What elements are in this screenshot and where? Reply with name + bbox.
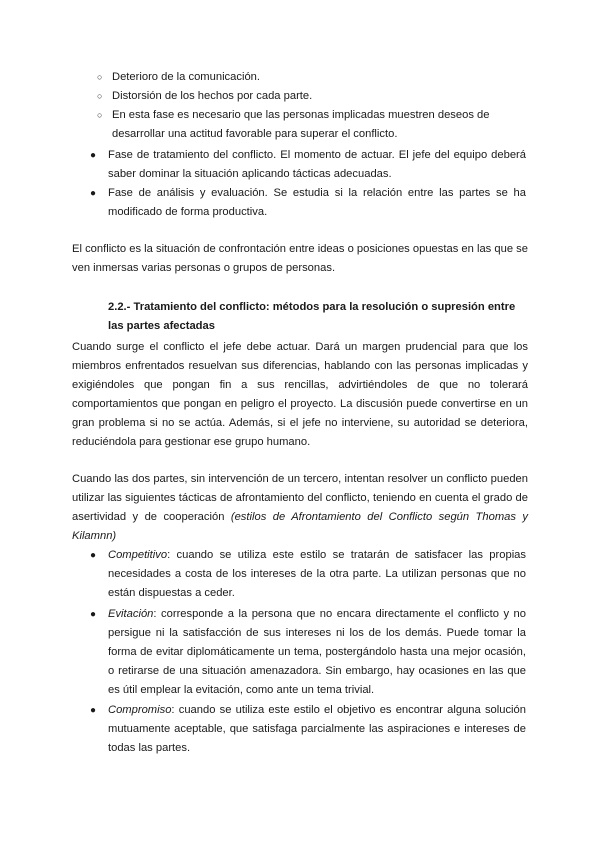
bullet-icon: ● xyxy=(90,188,97,199)
section-heading: 2.2.- Tratamiento del conflicto: métodos para la resolución o supresión entre las partes afectadas xyxy=(108,301,516,332)
style-term: Competitivo xyxy=(108,549,168,561)
sublist-item xyxy=(97,87,532,106)
tactics-reference: (estilos de Afrontamiento del Conflicto según Thomas y Kilamnn) xyxy=(72,511,528,542)
list-item-text: Fase de análisis y evaluación. Se estudia si la relación entre las partes se ha modificado de forma productiva. xyxy=(108,187,526,218)
definition-paragraph: El conflicto es la situación de confrontación entre ideas o posiciones opuestas en las que se ven inmersas varias personas o grupos de personas. xyxy=(72,243,528,274)
bullet-icon: ● xyxy=(90,550,97,561)
style-item xyxy=(90,701,526,758)
list-item-text: Fase de tratamiento del conflicto. El momento de actuar. El jefe del equipo deberá saber dominar la situación aplicando tácticas adecuadas. xyxy=(108,149,526,180)
style-separator: : xyxy=(167,549,171,561)
style-description: cuando se utiliza este estilo se tratarán de satisfacer las propias necesidades a costa de los intereses de la otra parte. La utilizan personas que no están dispuestas a ceder. xyxy=(108,549,526,599)
bullet-icon: ● xyxy=(90,609,97,620)
style-term: Evitación xyxy=(108,608,154,620)
style-item xyxy=(90,605,526,700)
style-description: corresponde a la persona que no encara directamente el conflicto y no persigue ni la satisfacción de sus intereses ni los de los demás. Puede tomar la forma de evitar diplomáticamente un tema, postergándolo hasta una mejor ocasión, o retirarse de una situación amenazadora. Sin embargo, hay ocasiones en las que es útil emplear la evitación, como ante un tema trivial. xyxy=(108,608,526,696)
tactics-paragraph xyxy=(72,470,528,546)
style-item xyxy=(90,546,526,603)
list-item xyxy=(90,146,526,184)
sublist-item-text: Distorsión de los hechos por cada parte. xyxy=(112,90,313,102)
style-separator: : xyxy=(153,608,157,620)
style-term: Compromiso xyxy=(108,704,172,716)
bullet-icon: ● xyxy=(90,705,97,716)
circle-bullet-icon: ○ xyxy=(97,91,103,101)
style-separator: : xyxy=(171,704,175,716)
sublist-item xyxy=(97,106,526,144)
tactics-text: Cuando las dos partes, sin intervención de un tercero, intentan resolver un conflicto pueden utilizar las siguientes tácticas de afrontamiento del conflicto, teniendo en cuenta el grado de asertividad y de cooperación xyxy=(72,473,528,523)
sublist-item-text: En esta fase es necesario que las personas implicadas muestren deseos de desarrollar una actitud favorable para superar el conflicto. xyxy=(112,109,490,140)
sublist-item xyxy=(97,68,532,87)
treatment-paragraph: Cuando surge el conflicto el jefe debe actuar. Dará un margen prudencial para que los miembros enfrentados resuelvan sus diferencias, hablando con las personas implicadas y exigiéndoles que pongan fin a sus rencillas, advirtiéndoles de que no tolerará comportamientos que pongan en peligro el proyecto. La discusión puede convertirse en un gran problema si no se actúa. Además, si el jefe no interviene, su autoridad se deteriora, reduciéndola para gestionar ese grupo humano. xyxy=(72,341,528,448)
circle-bullet-icon: ○ xyxy=(97,72,103,82)
bullet-icon: ● xyxy=(90,150,97,161)
sublist-item-text: Deterioro de la comunicación. xyxy=(112,71,260,83)
style-description: cuando se utiliza este estilo el objetivo es encontrar alguna solución mutuamente aceptable, que satisfaga parcialmente las aspiraciones e intereses de todas las partes. xyxy=(108,704,526,754)
circle-bullet-icon: ○ xyxy=(97,110,103,120)
list-item xyxy=(90,184,526,222)
